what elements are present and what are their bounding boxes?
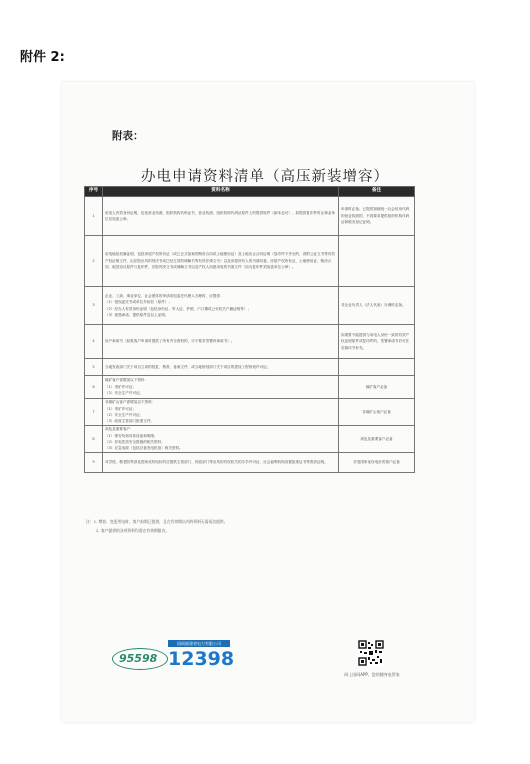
requirements-table (84, 186, 415, 473)
table-row (85, 426, 415, 453)
row-note: 高危及重要客户必备 (339, 426, 415, 453)
row-document-name: 高危及重要客户： （1）保安负荷具体设备和明细； （2）非电性质安全措施的相关资料； （3）应急电源（包括自备发电机组）相关资料。 (103, 426, 339, 453)
row-number: 5 (85, 359, 103, 376)
row-document-name: 对学校、敬老院等涉及国家优待电价的应提供主管部门、民政部门等出具的有权机关的办学许可证、社会福利机构设置批准证书等资质证明。 (103, 453, 339, 473)
table-notes (86, 517, 416, 535)
table-header-row (85, 187, 415, 197)
document-title: 办电申请资料清单（高压新装增容） (141, 169, 389, 185)
header-no: 序号 (85, 187, 103, 197)
hotline-oval-text: 95598 (119, 652, 158, 665)
table-row (85, 236, 415, 287)
note-line: 注：1. 增容、变更用电时，客户前期已提供，且在有效期以内的资料无需再次提供。 (86, 519, 228, 524)
table-row (85, 287, 415, 325)
row-note: 申请时必备。已提供加载统一社会信用代码的营业执照的，不再要求提供组织机构代码证和税务登记证明。 (339, 197, 415, 236)
qr-caption: 网上国网APP，您的随身电管家 (344, 672, 400, 677)
row-document-name: 当地发改部门关于项目立项的批复、核准、备案文件，或当地规划部门关于项目的建设工程规划许可证。 (103, 359, 339, 376)
hotline-number: 12398 (168, 648, 235, 670)
qr-code-icon (358, 640, 384, 666)
row-note (339, 236, 415, 287)
row-document-name: 用户承诺书（如果客户申请时提供了所有齐全资料的，可不要求签署该承诺书）。 (103, 325, 339, 359)
row-number: 3 (85, 287, 103, 325)
row-document-name: 煤矿客户需增加以下资料： （1）采矿许可证； （2）安全生产许可证。 (103, 376, 339, 399)
row-document-name: 用电人有效身份证明，包括营业执照、组织机构代码证书、营业执照、组织机构代码证原件上的提供原件（副本也可），如提供复印件时企事业单位应加盖公章。 (103, 197, 339, 236)
row-note: 非企业负责人（法人代表）办理时必备。 (339, 287, 415, 325)
energy-hotline-logo (168, 640, 235, 672)
row-note: 煤矿客户必备 (339, 376, 415, 399)
table-row (85, 453, 415, 473)
subheading: 附表： (112, 130, 144, 142)
row-number: 4 (85, 325, 103, 359)
note-line: 2. 客户提供的各项资料均需在有效期限内。 (96, 528, 170, 533)
header-note: 备注 (339, 187, 415, 197)
row-number: 6 (85, 376, 103, 399)
state-grid-logo (112, 640, 235, 672)
row-number: 8 (85, 426, 103, 453)
row-note: 享受国家优待电价的客户必备 (339, 453, 415, 473)
row-number: 2 (85, 236, 103, 287)
row-number: 1 (85, 197, 103, 236)
row-note: 如果暂不能提供与用电人身份一致的有效产权证明原件或复印件的，签署承诺书后可在后续环节补充。 (339, 325, 415, 359)
attachment-label: 附件 2: (20, 50, 65, 65)
row-number: 9 (85, 453, 103, 473)
row-document-name: 用电地址权属证明，包括房屋产权所有证（或已正式备案的购房合同或土地使用证）及土地出让合同证明（复印件不齐全的，须附公证文书等有效产权证明文件，由法院出具的判决书或已经生效的调解书等有效法律文书）以及房屋所有人的书面同意。房屋产权所有证、土地使用证、购房合同、租赁协议原件与复印件，法院判决文书或调解文书以及产权人同意用电的书面文件（如为复印件须加盖单位公章）。 (103, 236, 339, 287)
row-number: 7 (85, 399, 103, 426)
row-note (339, 359, 415, 376)
table-row (85, 399, 415, 426)
row-document-name: 非煤矿山客户需增加以下资料： （1）采矿许可证； （2）安全生产许可证； （3）政府主管部门批准文件。 (103, 399, 339, 426)
row-note: 非煤矿山客户必备 (339, 399, 415, 426)
hotline-oval-logo (112, 648, 168, 670)
row-document-name: 企业、工商、事业单位、社会团体的申请用电委托代理人办理时，应提供： （1）授权委托书或单位介绍信（原件）； （2）经办人有效身份证明（包括身份证、军人证、护照、户口簿或公安机关户籍证明等）； （3）意愿承诺，提供原件及以上证明。 (103, 287, 339, 325)
table-row (85, 325, 415, 359)
table-row (85, 197, 415, 236)
logo-banner-text: 国网福建省电力有限公司 (168, 640, 230, 647)
table-row (85, 359, 415, 376)
header-name: 资料名称 (103, 187, 339, 197)
table-row (85, 376, 415, 399)
